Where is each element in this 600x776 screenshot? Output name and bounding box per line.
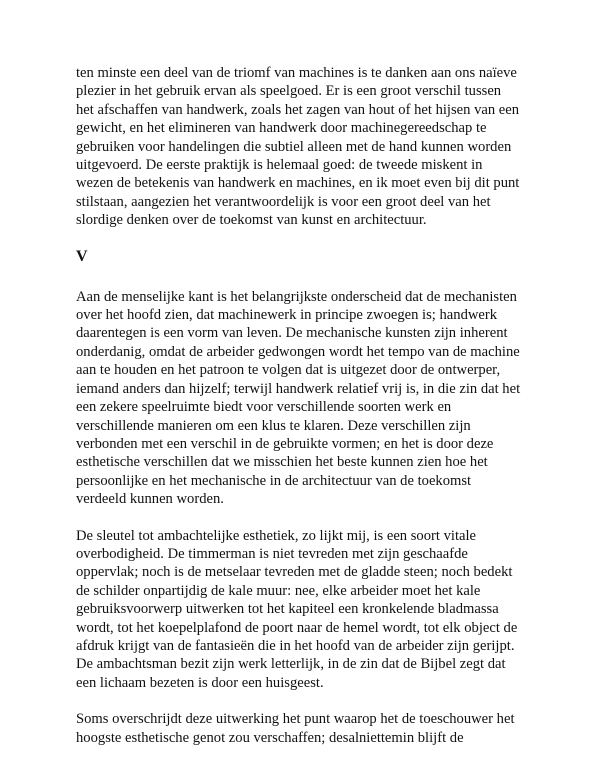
text-line: verschillende manieren om een klus te klaren. Deze verschillen zijn — [76, 417, 471, 434]
text-line: overbodigheid. De timmerman is niet tevreden met zijn geschaafde — [76, 545, 468, 562]
text-line: oppervlak; noch is de metselaar tevreden met de gladde steen; noch bedekt — [76, 564, 513, 581]
text-line: daarentegen is een vorm van leven. De mechanische kunsten zijn inherent — [76, 325, 508, 342]
text-line: het afschaffen van handwerk, zoals het zagen van hout of het hijsen van een — [76, 101, 520, 118]
paragraph-3 — [76, 527, 576, 693]
document-page — [76, 64, 576, 765]
paragraph-1 — [76, 64, 576, 230]
text-line: aan te houden en het patroon te volgen dat is uitgezet door de ontwerper, — [76, 362, 501, 379]
text-line: een lichaam bezeten is door een huisgeest. — [76, 674, 324, 691]
text-line: verbonden met een verschil in de gebruikte vormen; en het is door deze — [76, 435, 494, 452]
text-line: wordt, tot het koepelplafond de poort naar de hemel wordt, tot elk object de — [76, 619, 518, 636]
text-line: afdruk krijgt van de fantasieën die in het hoofd van de arbeider zijn gerijpt. — [76, 637, 515, 654]
text-line: de schilder onpartijdig de kale muur: nee, elke arbeider moet het kale — [76, 582, 481, 599]
text-line: gebruiken voor handelingen die subtiel alleen met de hand kunnen worden — [76, 138, 512, 155]
text-line: hoogste esthetische genot zou verschaffen; desalniettemin blijft de — [76, 729, 464, 746]
text-line: onderdanig, omdat de arbeider gedwongen wordt het tempo van de machine — [76, 343, 520, 360]
paragraph-4 — [76, 710, 576, 747]
text-line: iemand anders dan hijzelf; terwijl handwerk relatief vrij is, in die zin dat het — [76, 380, 521, 397]
text-line: uitgevoerd. De eerste praktijk is helemaal goed: de tweede miskent in — [76, 157, 483, 174]
text-line: stilstaan, aangezien het verantwoordelijk is voor een groot deel van het — [76, 193, 491, 210]
text-line: esthetische verschillen dat we misschien het beste kunnen zien hoe het — [76, 454, 488, 471]
text-line: slordige denken over de toekomst van kunst en architectuur. — [76, 212, 427, 229]
paragraph-2 — [76, 288, 576, 509]
text-line: De ambachtsman bezit zijn werk letterlijk, in de zin dat de Bijbel zegt dat — [76, 656, 506, 673]
text-line: ten minste een deel van de triomf van machines is te danken aan ons naïeve — [76, 65, 517, 81]
text-line: gewicht, en het elimineren van handwerk door machinegereedschap te — [76, 120, 487, 137]
text-line: Aan de menselijke kant is het belangrijkste onderscheid dat de mechanisten — [76, 288, 517, 305]
text-line: plezier in het gebruik ervan als speelgoed. Er is een groot verschil tussen — [76, 83, 502, 100]
section-heading: V — [76, 247, 88, 265]
text-line: over het hoofd zien, dat machinewerk in principe zwoegen is; handwerk — [76, 307, 498, 324]
text-line: een zekere speelruimte biedt voor verschillende soorten werk en — [76, 399, 452, 416]
text-line: verdeeld kunnen worden. — [76, 491, 224, 508]
text-line: gebruiksvoorwerp uitwerken tot het kapiteel een kronkelende bladmassa — [76, 601, 499, 618]
text-line: Soms overschrijdt deze uitwerking het punt waarop het de toeschouwer het — [76, 711, 515, 728]
text-line: persoonlijke en het mechanische in de architectuur van de toekomst — [76, 472, 472, 489]
text-line: De sleutel tot ambachtelijke esthetiek, zo lijkt mij, is een soort vitale — [76, 527, 477, 544]
text-line: wezen de betekenis van handwerk en machines, en ik moet even bij dit punt — [76, 175, 520, 192]
